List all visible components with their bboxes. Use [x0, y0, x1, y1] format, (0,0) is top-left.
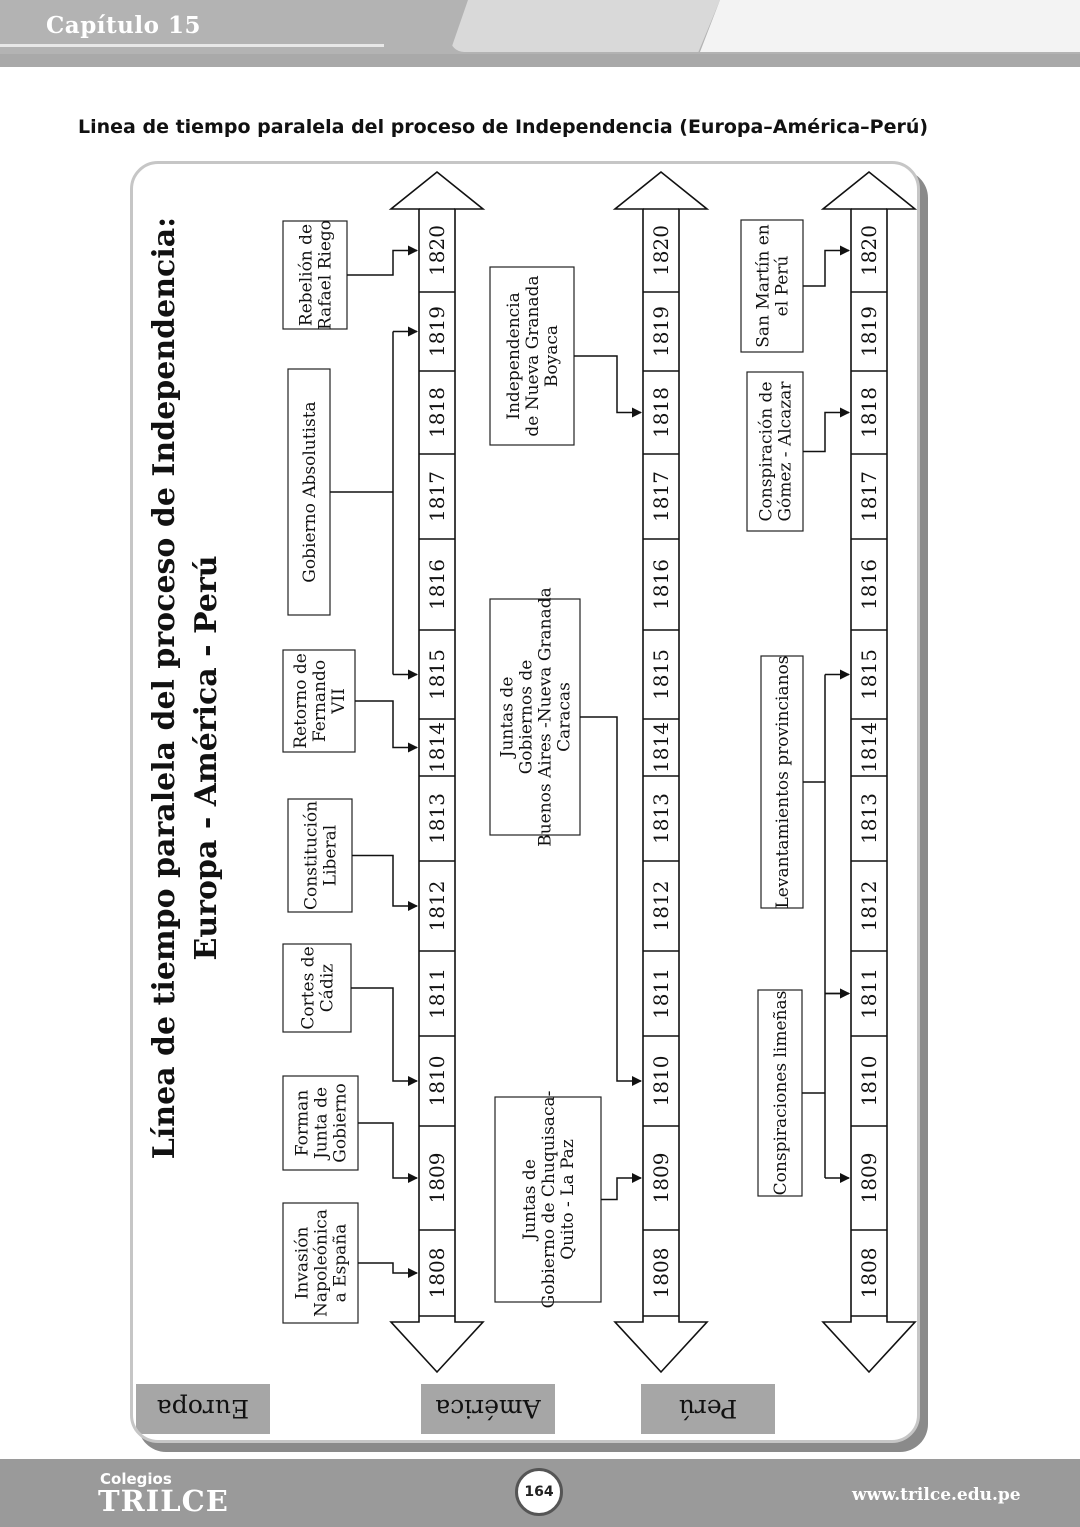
event-text: Conspiraciones limeñas — [771, 990, 792, 1196]
header-bottom-band — [0, 54, 1080, 67]
diagram-subtitle: Europa - América - Perú — [188, 555, 224, 961]
event-connector — [574, 356, 641, 413]
year-label-1813: 1813 — [425, 793, 450, 844]
year-label-1815: 1815 — [649, 649, 674, 700]
event-text: San Martín enel Perú — [753, 224, 793, 348]
year-label-1817: 1817 — [425, 471, 450, 522]
event-connector — [351, 988, 417, 1081]
diagram-title: Línea de tiempo paralela del proceso de Independencia: — [146, 216, 182, 1160]
event-connector — [347, 251, 417, 276]
year-label-1814: 1814 — [649, 722, 674, 773]
page-header — [0, 0, 1080, 68]
year-label-1808: 1808 — [857, 1247, 882, 1299]
year-label-1811: 1811 — [857, 968, 882, 1019]
year-label-1815: 1815 — [425, 649, 450, 700]
year-label-1820: 1820 — [857, 225, 882, 276]
parallel-timeline-diagram — [133, 164, 920, 1443]
year-label-1817: 1817 — [649, 471, 674, 522]
year-label-1816: 1816 — [857, 559, 882, 610]
event-connector — [601, 1178, 641, 1200]
year-label-1819: 1819 — [425, 306, 450, 357]
event-text: InvasiónNapoleónicaa España — [292, 1209, 351, 1317]
year-label-1810: 1810 — [857, 1055, 882, 1107]
event-connector — [803, 413, 849, 452]
year-label-1818: 1818 — [425, 387, 450, 438]
region-label-perú: Perú — [678, 1394, 738, 1423]
event-text: Gobierno Absolutista — [300, 401, 321, 583]
timeline-card — [130, 161, 920, 1443]
year-label-1814: 1814 — [425, 722, 450, 773]
year-label-1814: 1814 — [857, 722, 882, 773]
event-text: Retorno deFernandoVII — [291, 653, 350, 749]
event-text: Rebelión deRafael Riego — [296, 219, 336, 331]
footer-brand-logo: TRILCE — [98, 1484, 229, 1518]
event-connector — [355, 701, 417, 748]
year-label-1813: 1813 — [857, 793, 882, 844]
event-connector — [358, 1123, 417, 1178]
region-label-europa: Europa — [156, 1394, 250, 1423]
year-label-1811: 1811 — [649, 968, 674, 1019]
year-label-1809: 1809 — [649, 1152, 674, 1204]
page-title: Linea de tiempo paralela del proceso de Independencia (Europa–América–Perú) — [78, 116, 929, 138]
year-label-1813: 1813 — [649, 793, 674, 844]
year-label-1819: 1819 — [857, 306, 882, 357]
footer-brand-small: Colegios — [100, 1470, 172, 1488]
year-label-1810: 1810 — [425, 1055, 450, 1107]
event-connector — [358, 1263, 417, 1273]
event-text: Cortes deCádiz — [298, 946, 338, 1030]
event-connector — [580, 717, 641, 1081]
chapter-label: Capítulo 15 — [46, 12, 201, 39]
event-text: ConstituciónLiberal — [301, 800, 341, 911]
year-label-1812: 1812 — [425, 880, 450, 932]
event-américa-2 — [490, 599, 641, 1081]
header-tab-decoration-light — [700, 0, 1080, 52]
event-text: FormanJunta deGobierno — [292, 1083, 351, 1163]
year-label-1812: 1812 — [857, 880, 882, 932]
year-label-1812: 1812 — [649, 880, 674, 932]
year-label-1818: 1818 — [649, 387, 674, 438]
event-connector — [803, 251, 849, 287]
year-label-1820: 1820 — [649, 225, 674, 276]
year-label-1819: 1819 — [649, 306, 674, 357]
event-text: Independenciade Nueva GranadaBoyaca — [504, 275, 563, 437]
page-number: 164 — [515, 1468, 563, 1516]
year-label-1816: 1816 — [425, 559, 450, 610]
event-text: Juntas deGobiernos deBuenos Aires -Nueva GranadaCaracas — [497, 587, 575, 847]
region-label-américa: América — [435, 1394, 541, 1423]
event-text: Conspiración deGómez - Alcazar — [756, 381, 796, 522]
header-underline — [0, 44, 384, 47]
year-label-1809: 1809 — [857, 1152, 882, 1204]
year-label-1818: 1818 — [857, 387, 882, 438]
footer-website: www.trilce.edu.pe — [852, 1485, 1021, 1505]
year-label-1810: 1810 — [649, 1055, 674, 1107]
event-text: Juntas deGobierno de Chuquisaca-Quito - La Paz — [520, 1090, 579, 1309]
year-label-1811: 1811 — [425, 968, 450, 1019]
header-tab-decoration — [450, 0, 720, 52]
event-connector — [352, 856, 417, 907]
year-label-1820: 1820 — [425, 225, 450, 276]
year-label-1816: 1816 — [649, 559, 674, 610]
year-label-1808: 1808 — [649, 1247, 674, 1299]
year-label-1815: 1815 — [857, 649, 882, 700]
event-text: Levantamientos provincianos — [773, 655, 794, 909]
year-label-1809: 1809 — [425, 1152, 450, 1204]
year-label-1808: 1808 — [425, 1247, 450, 1299]
year-label-1817: 1817 — [857, 471, 882, 522]
